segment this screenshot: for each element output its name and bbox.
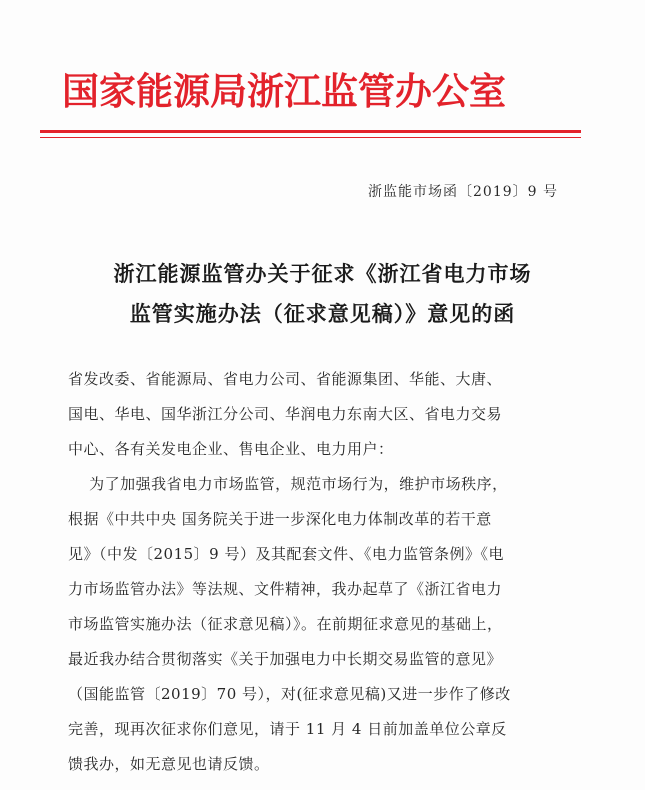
body-line: 为了加强我省电力市场监管，规范市场行为，维护市场秩序， — [68, 475, 508, 493]
body-line: 见》（中发〔2015〕9 号）及其配套文件、《电力监管条例》《电 — [68, 545, 504, 563]
document-number: 浙监能市场函〔2019〕9 号 — [368, 184, 558, 200]
addressee-line: 中心、各有关发电企业、售电企业、电力用户： — [68, 440, 394, 458]
addressee-paragraph — [68, 362, 568, 467]
header-red-rule — [40, 130, 581, 133]
organization-header: 国家能源局浙江监管办公室 — [62, 70, 506, 113]
body-line: 馈我办，如无意见也请反馈。 — [68, 755, 270, 773]
document-title-line-2: 监管实施办法（征求意见稿）》意见的函 — [129, 302, 516, 326]
body-line: 根据《中共中央 国务院关于进一步深化电力体制改革的若干意 — [68, 510, 492, 528]
addressee-line: 国电、华电、国华浙江分公司、华润电力东南大区、省电力交易 — [68, 405, 503, 423]
document-title-line-1: 浙江能源监管办关于征求《浙江省电力市场 — [113, 262, 532, 286]
addressee-line: 省发改委、省能源局、省电力公司、省能源集团、华能、大唐、 — [68, 370, 503, 388]
body-line: 完善，现再次征求你们意见，请于 11 月 4 日前加盖单位公章反 — [68, 720, 507, 738]
body-line: （国能监管〔2019〕70 号），对(征求意见稿)又进一步作了修改 — [68, 685, 511, 703]
body-line: 力市场监管办法》等法规、文件精神，我办起草了《浙江省电力 — [68, 580, 503, 598]
body-paragraph — [68, 467, 568, 782]
body-line: 市场监管实施办法（征求意见稿）》。在前期征求意见的基础上， — [68, 615, 503, 633]
body-line: 最近我办结合贯彻落实《关于加强电力中长期交易监管的意见》 — [68, 650, 503, 668]
header-red-rule-thin — [40, 137, 581, 138]
